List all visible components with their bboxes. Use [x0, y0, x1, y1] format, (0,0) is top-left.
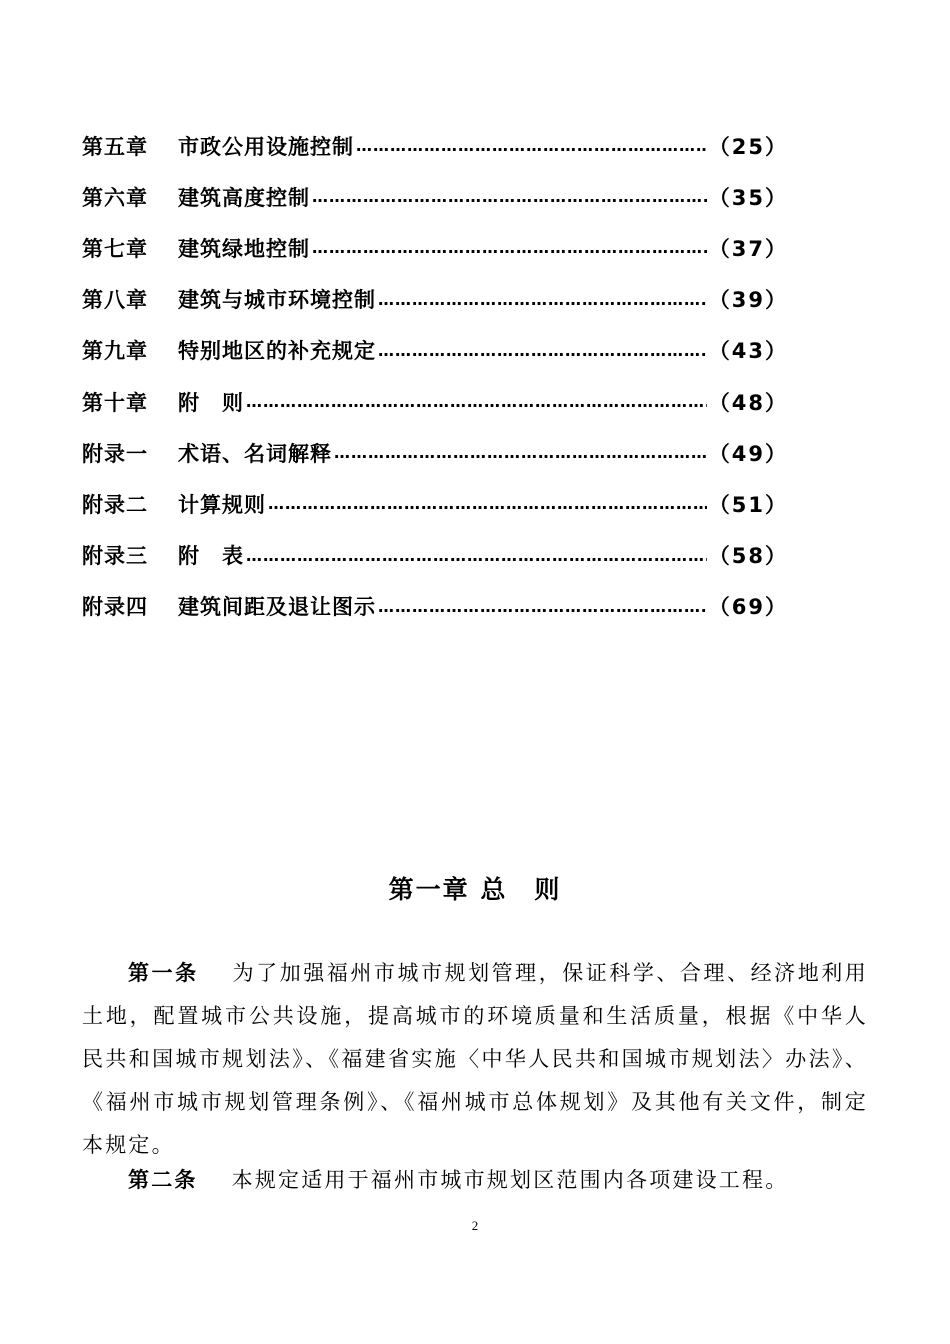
toc-chapter-title: 建筑间距及退让图示 — [178, 595, 376, 620]
toc-page-number: （37） — [708, 236, 788, 261]
toc-dot-leader — [356, 136, 707, 155]
toc-dot-leader — [378, 290, 707, 309]
toc-chapter-number: 附录一 — [82, 441, 148, 466]
toc-page-number: （35） — [708, 185, 788, 210]
toc-dot-leader — [312, 238, 707, 257]
toc-entry[interactable] — [82, 325, 788, 376]
toc-entry[interactable] — [82, 581, 788, 632]
toc-dot-leader — [268, 494, 707, 513]
toc-dot-leader — [312, 187, 707, 206]
toc-chapter-title: 建筑高度控制 — [178, 185, 310, 210]
toc-chapter-title: 附 表 — [178, 544, 244, 569]
toc-chapter-title: 术语、名词解释 — [178, 441, 332, 466]
article-text: 本规定适用于福州市城市规划区范围内各项建设工程。 — [231, 1168, 789, 1192]
toc-entry[interactable] — [82, 222, 788, 273]
toc-entry[interactable] — [82, 530, 788, 581]
toc-chapter-number: 附录三 — [82, 544, 148, 569]
toc-page-number: （49） — [708, 441, 788, 466]
toc-chapter-title: 建筑绿地控制 — [178, 236, 310, 261]
toc-chapter-title: 附 则 — [178, 390, 244, 415]
toc-entry[interactable] — [82, 376, 788, 427]
toc-chapter-number: 附录二 — [82, 492, 148, 517]
chapter-heading: 第一章 总 则 — [388, 875, 562, 904]
article-label: 第一条 — [128, 961, 199, 985]
article-paragraph — [82, 1159, 868, 1202]
toc-chapter-number: 第九章 — [82, 339, 148, 364]
toc-chapter-number: 第十章 — [82, 390, 148, 415]
toc-page-number: （43） — [708, 339, 788, 364]
toc-entry[interactable] — [82, 120, 788, 171]
toc-chapter-number: 第八章 — [82, 288, 148, 313]
article-paragraph — [82, 952, 868, 1167]
toc-dot-leader — [246, 392, 707, 411]
toc-page-number: （48） — [708, 390, 788, 415]
page-number: 2 — [471, 1218, 479, 1233]
table-of-contents — [82, 120, 788, 632]
toc-chapter-number: 第五章 — [82, 134, 148, 159]
toc-entry[interactable] — [82, 427, 788, 478]
toc-page-number: （69） — [708, 595, 788, 620]
toc-page-number: （25） — [708, 134, 788, 159]
toc-entry[interactable] — [82, 478, 788, 529]
toc-page-number: （58） — [708, 544, 788, 569]
article-label: 第二条 — [128, 1168, 198, 1192]
article-text: 为了加强福州市城市规划管理，保证科学、合理、经济地利用土地，配置城市公共设施，提高城市的环境质量和生活质量，根据《中华人民共和国城市规划法》、《福建省实施〈中华人民共和国城市规划法〉办法》、《福州市城市规划管理条例》、《福州城市总体规划》及其他有关文件，制定本规定。 — [82, 961, 868, 1157]
toc-entry[interactable] — [82, 171, 788, 222]
toc-entry[interactable] — [82, 274, 788, 325]
toc-chapter-title: 特别地区的补充规定 — [178, 339, 376, 364]
toc-chapter-number: 附录四 — [82, 595, 148, 620]
toc-chapter-title: 建筑与城市环境控制 — [178, 288, 376, 313]
toc-dot-leader — [334, 443, 707, 462]
toc-chapter-title: 市政公用设施控制 — [178, 134, 354, 159]
toc-page-number: （39） — [708, 288, 788, 313]
toc-chapter-number: 第六章 — [82, 185, 148, 210]
toc-dot-leader — [378, 341, 707, 360]
toc-page-number: （51） — [708, 492, 788, 517]
toc-chapter-title: 计算规则 — [178, 492, 266, 517]
toc-dot-leader — [246, 546, 707, 565]
toc-chapter-number: 第七章 — [82, 236, 148, 261]
toc-dot-leader — [378, 597, 707, 616]
